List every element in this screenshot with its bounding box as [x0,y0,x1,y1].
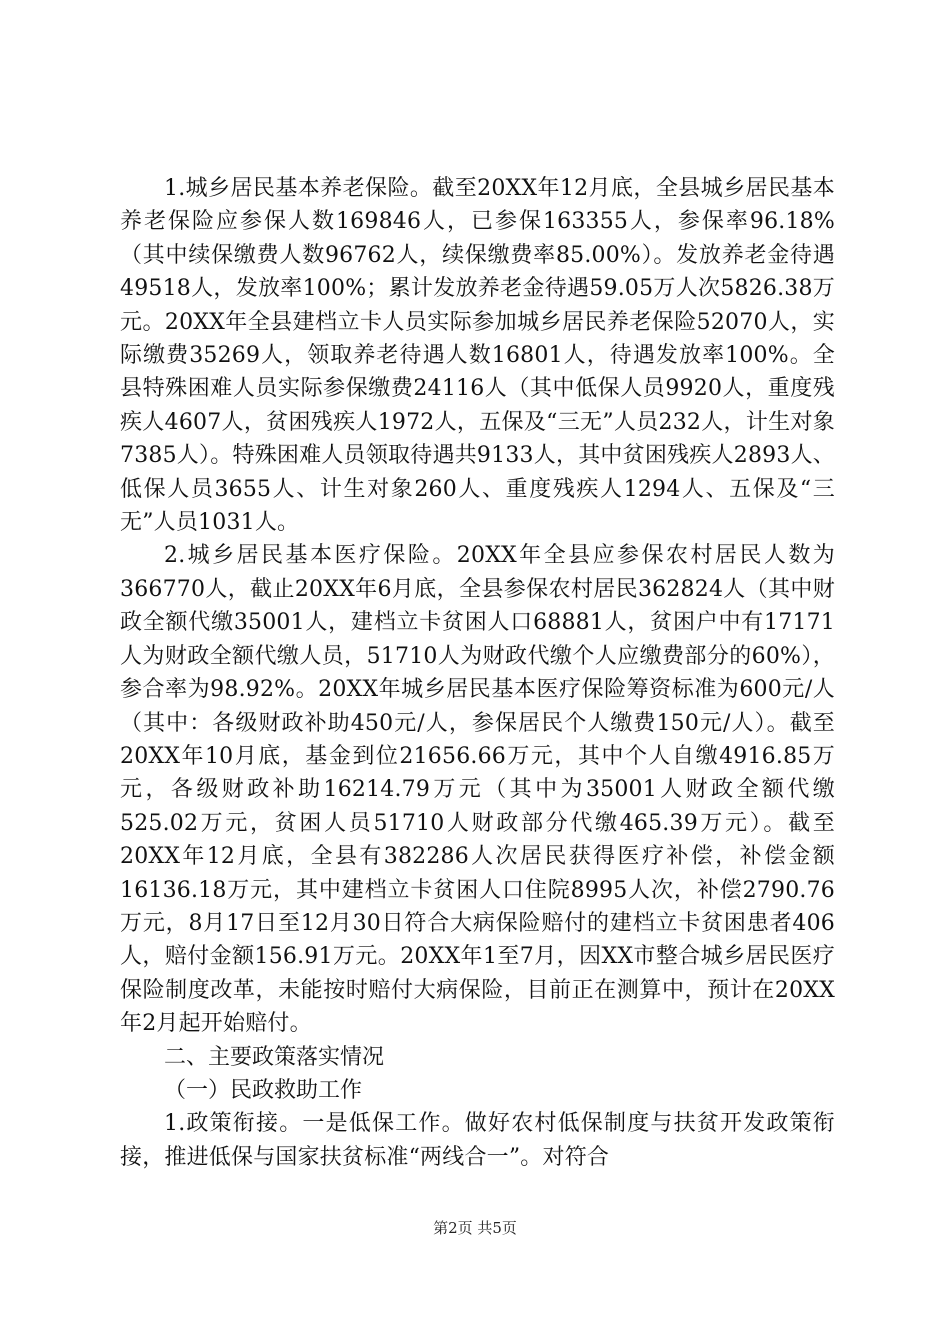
document-body [120,172,835,1174]
paragraph-medical-insurance: 2.城乡居民基本医疗保险。20XX年全县应参保农村居民人数为366770人，截止20XX年6月底，全县参保农村居民362824人（其中财政全额代缴35001人，建档立卡贫困人口68881人，贫困户中有17171人为财政全额代缴人员，51710人为财政代缴个人应缴费部分的60%），参合率为98.92%。20XX年城乡居民基本医疗保险筹资标准为600元/人（其中：各级财政补助450元/人，参保居民个人缴费150元/人）。截至20XX年10月底，基金到位21656.66万元，其中个人自缴4916.85万元，各级财政补助16214.79万元（其中为35001人财政全额代缴525.02万元，贫困人员51710人财政部分代缴465.39万元）。截至20XX年12月底，全县有382286人次居民获得医疗补偿，补偿金额16136.18万元，其中建档立卡贫困人口住院8995人次，补偿2790.76万元，8月17日至12月30日符合大病保险赔付的建档立卡贫困患者406人，赔付金额156.91万元。20XX年1至7月，因XX市整合城乡居民医疗保险制度改革，未能按时赔付大病保险，目前正在测算中，预计在20XX年2月起开始赔付。 [120,543,835,1037]
section-heading-policy-implementation: 二、主要政策落实情况 [164,1044,385,1070]
paragraph-pension-insurance: 1.城乡居民基本养老保险。截至20XX年12月底，全县城乡居民基本养老保险应参保人数169846人，已参保163355人，参保率96.18%（其中续保缴费人数96762人，续保缴费率85.00%）。发放养老金待遇49518人，发放率100%；累计发放养老金待遇59.05万人次5826.38万元。20XX年全县建档立卡人员实际参加城乡居民养老保险52070人，实际缴费35269人，领取养老待遇人数16801人，待遇发放率100%。全县特殊困难人员实际参保缴费24116人（其中低保人员9920人，重度残疾人4607人，贫困残疾人1972人，五保及“三无”人员232人，计生对象7385人）。特殊困难人员领取待遇共9133人，其中贫困残疾人2893人、低保人员3655人、计生对象260人、重度残疾人1294人、五保及“三无”人员1031人。 [120,176,835,536]
subsection-heading-civil-assistance: （一）民政救助工作 [164,1077,363,1103]
page-footer: 第2页 共5页 [433,1219,517,1237]
paragraph-policy-connection: 1.政策衔接。一是低保工作。做好农村低保制度与扶贫开发政策衔接，推进低保与国家扶贫标准“两线合一”。对符合 [120,1111,835,1170]
